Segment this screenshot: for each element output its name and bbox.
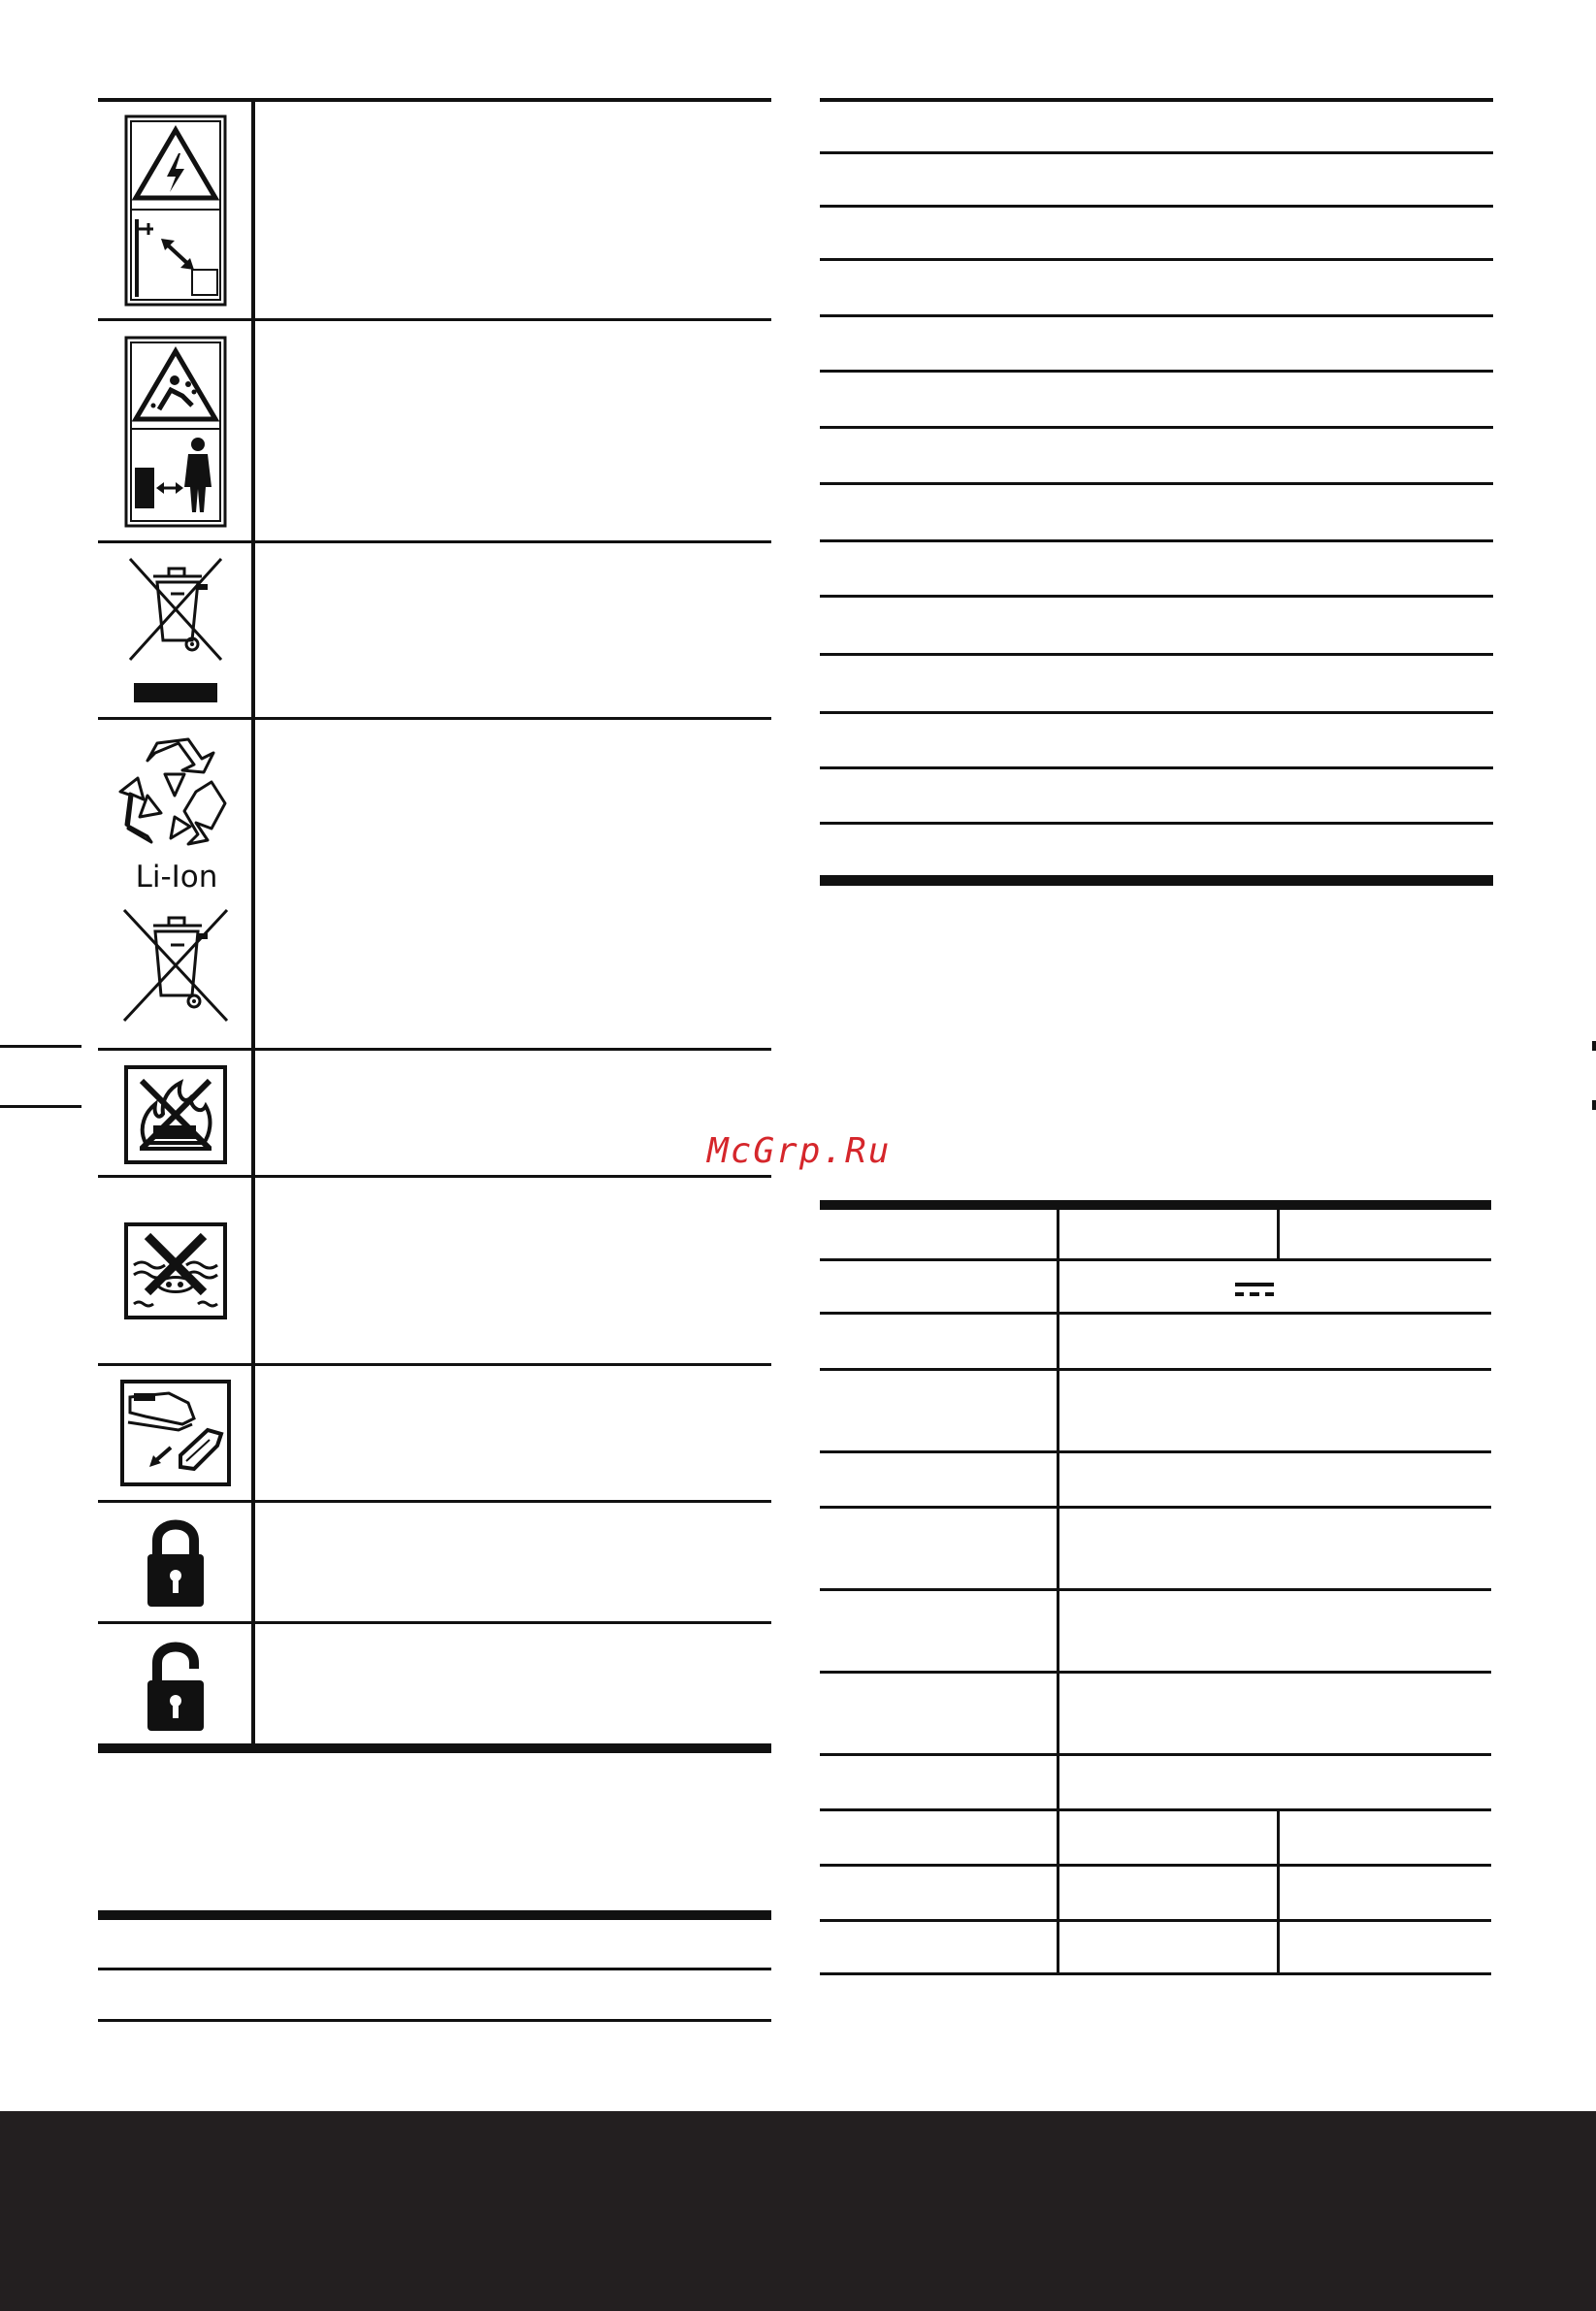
- row-rule: [98, 1363, 771, 1366]
- unlock-icon: [144, 1640, 208, 1733]
- table-row-rule: [820, 1671, 1491, 1674]
- recycle-icon: [118, 735, 233, 850]
- table-row-rule: [820, 1919, 1491, 1922]
- row-rule: [98, 1621, 771, 1624]
- table-bottom-rule: [820, 1972, 1491, 1975]
- table-row-rule: [820, 1368, 1491, 1371]
- no-fire-icon: [124, 1065, 227, 1164]
- lock-icon: [144, 1515, 208, 1609]
- li-ion-label: Li-Ion: [135, 860, 218, 895]
- list-rule: [820, 370, 1493, 373]
- table-column-divider: [1277, 1208, 1280, 1260]
- battery-disposal-icon: [120, 906, 233, 1025]
- row-rule: [98, 98, 771, 102]
- table-top-rule: [820, 1200, 1491, 1210]
- list-rule: [820, 766, 1493, 769]
- footer-band: [0, 2111, 1596, 2311]
- list-rule: [820, 205, 1493, 208]
- column-divider: [251, 100, 255, 1745]
- table-bottom-rule: [98, 1743, 771, 1753]
- electric-shock-warning-icon: [124, 114, 227, 307]
- list-bottom-rule: [820, 875, 1493, 886]
- list-rule: [820, 711, 1493, 714]
- table-row-rule: [820, 1808, 1491, 1811]
- list-rule: [820, 98, 1493, 102]
- thrown-objects-warning-icon: [124, 336, 227, 528]
- table-row-rule: [820, 1588, 1491, 1591]
- weee-disposal-icon: [124, 553, 227, 706]
- table-row-rule: [820, 1312, 1491, 1315]
- table-row-rule: [820, 1506, 1491, 1509]
- no-water-icon: [124, 1222, 227, 1319]
- table-column-divider: [1277, 1810, 1280, 1974]
- table-row-rule: [820, 1753, 1491, 1756]
- table-top-rule: [98, 1910, 771, 1920]
- row-rule: [98, 540, 771, 543]
- list-rule: [820, 258, 1493, 261]
- row-rule: [98, 1968, 771, 1970]
- watermark: McGrp.Ru: [707, 1131, 892, 1171]
- row-rule: [98, 2019, 771, 2022]
- remove-battery-icon: [120, 1380, 231, 1486]
- list-rule: [820, 595, 1493, 598]
- list-rule: [820, 482, 1493, 485]
- list-rule: [820, 653, 1493, 656]
- row-rule: [98, 717, 771, 720]
- row-rule: [98, 1048, 771, 1051]
- edge-tab-mark: [0, 1045, 81, 1048]
- edge-tab-mark: [1592, 1041, 1596, 1051]
- list-rule: [820, 822, 1493, 825]
- row-rule: [98, 318, 771, 321]
- edge-tab-mark: [0, 1105, 81, 1108]
- list-rule: [820, 314, 1493, 317]
- table-row-rule: [820, 1450, 1491, 1453]
- edge-tab-mark: [1592, 1100, 1596, 1110]
- list-rule: [820, 426, 1493, 429]
- table-column-divider: [1057, 1208, 1059, 1974]
- table-row-rule: [820, 1864, 1491, 1867]
- row-rule: [98, 1500, 771, 1503]
- list-rule: [820, 151, 1493, 154]
- dc-current-icon: [1234, 1281, 1275, 1298]
- row-rule: [98, 1175, 771, 1178]
- table-row-rule: [820, 1258, 1491, 1261]
- list-rule: [820, 539, 1493, 542]
